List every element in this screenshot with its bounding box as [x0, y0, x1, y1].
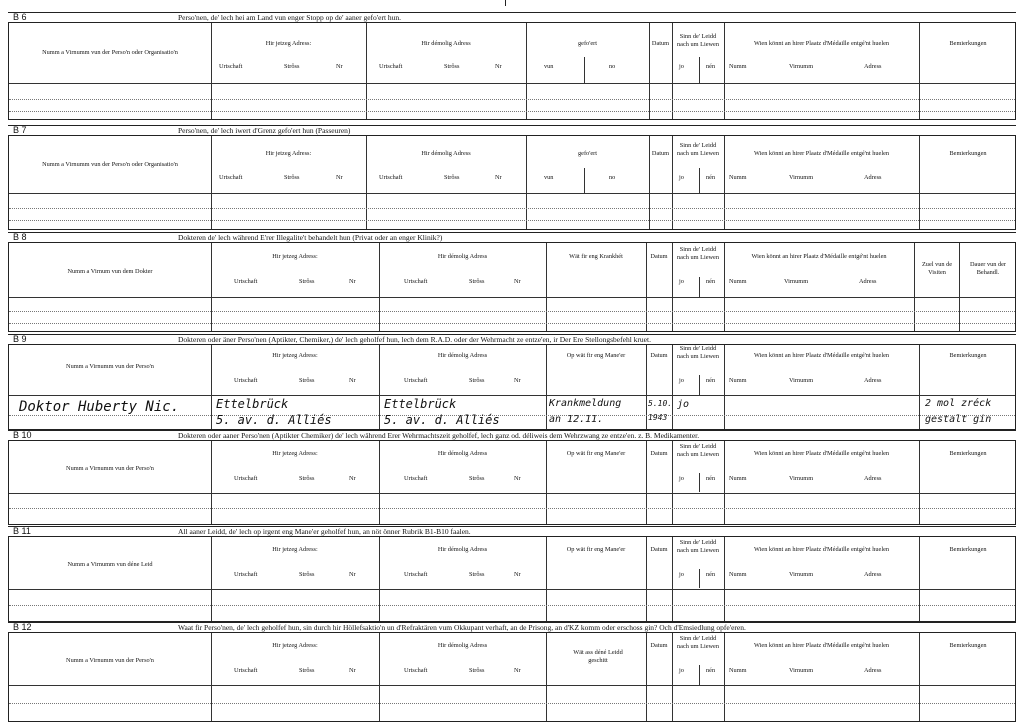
- col-gefoert: gefo'ert: [578, 40, 597, 47]
- col-addr-current: Hir jetzeg Adress:: [272, 642, 318, 649]
- col-vun: vun: [544, 174, 554, 181]
- col-ortschaft: Urtschaft: [234, 377, 258, 384]
- col-ortschaft: Urtschaft: [234, 475, 258, 482]
- col-addr-former: Hir démolig Adress: [437, 450, 488, 457]
- col-addr-former: Hir démolig Adress: [421, 150, 471, 157]
- col-nen: nén: [706, 278, 716, 285]
- hw-date-2: 1943: [648, 413, 668, 422]
- col-ortschaft-2: Urtschaft: [379, 174, 403, 181]
- section-code: B 8: [13, 232, 27, 242]
- section-b11: [8, 526, 1016, 622]
- col-addr-former: Hir démolig Adress: [437, 253, 488, 260]
- col-sinn: Sinn de' Leidd nach um Liewen: [677, 539, 719, 554]
- section-b10: [8, 430, 1016, 525]
- col-addr-former: Hir démolig Adress: [437, 352, 488, 359]
- col-strooss: Strôss: [299, 377, 315, 384]
- col-nr: Nr: [349, 475, 356, 482]
- col-strooss-2: Strôss: [444, 63, 460, 70]
- col-datum: Datum: [650, 450, 668, 457]
- section-table: [8, 632, 1016, 722]
- col-bemierkungen: Bemierkungen: [949, 546, 987, 553]
- col-nr: Nr: [349, 667, 356, 674]
- col-numm: Numm: [729, 278, 747, 285]
- col-nr-2: Nr: [514, 278, 521, 285]
- hw-date-1: 5.10.: [648, 399, 673, 408]
- col-datum: Datum: [650, 642, 668, 649]
- col-bemierkungen: Bemierkungen: [949, 352, 987, 359]
- col-nr-2: Nr: [514, 377, 521, 384]
- col-maneer: Op wät fir eng Mane'er: [566, 546, 626, 553]
- section-title: Dokteren oder aaner Perso'nen (Aptikter Chemiker) de' lech während Erer Wehrmachtszeit geholfef, lech ganz od. déliweis dem Wehrzwang ze entze'en. z. B. Medikamenter.: [178, 431, 700, 440]
- col-sinn: Sinn de' Leidd nach um Liewen: [677, 345, 719, 360]
- col-nr-2: Nr: [495, 174, 502, 181]
- col-zuel-visiten: Zuel vun de Visiten: [921, 261, 953, 276]
- col-addr-current: Hir jetzeg Adress:: [265, 150, 312, 157]
- section-table: [8, 22, 1016, 120]
- col-dauer: Dauer vun der Behandl.: [969, 261, 1007, 276]
- col-name: Numm a Virnumm vun der Perso'n oder Organisatio'n: [42, 161, 178, 168]
- col-name: Numm a Virnumm vun déne Leid: [67, 561, 153, 568]
- col-nen: nén: [706, 571, 716, 578]
- section-code: B 12: [13, 622, 32, 632]
- col-ortschaft-2: Urtschaft: [379, 63, 403, 70]
- col-name: Numm a Virnumm vun der Perso'n: [66, 657, 154, 664]
- section-title: Perso'nen, de' lech iwert d'Grenz gefo'ert hun (Passeuren): [178, 126, 351, 135]
- section-title: Dokteren oder äner Perso'nen (Aptikter, Chemiker,) de' lech geholfef hun, lech dem R.A.D. oder der Wehrmacht ze entze'en, ir Der Ere Stellongsbefehl kruet.: [178, 335, 651, 344]
- hw-current-addr-2: 5. av. d. Alliés: [216, 413, 332, 427]
- col-bemierkungen: Bemierkungen: [949, 642, 987, 649]
- section-table: [8, 344, 1016, 430]
- col-addr-current: Hir jetzeg Adress:: [272, 352, 318, 359]
- col-jo: jo: [679, 667, 684, 674]
- col-addr-former: Hir démolig Adress: [437, 546, 488, 553]
- col-gefoert: gefo'ert: [578, 150, 597, 157]
- section-code: B 7: [13, 125, 27, 135]
- col-strooss: Strôss: [299, 278, 315, 285]
- section-title: Perso'nen, de' lech hei am Land vun enger Stopp op de' aaner gefo'ert hun.: [178, 13, 402, 22]
- section-title: Dokteren de' lech während E'rer Illegalite't behandelt hun (Privat oder an enger Klinik?): [178, 233, 443, 242]
- col-strooss-2: Strôss: [469, 667, 485, 674]
- col-strooss-2: Strôss: [469, 377, 485, 384]
- col-strooss-2: Strôss: [469, 278, 485, 285]
- col-wien: Wien könnt an hirer Plaatz d'Médaille entgé'nt huelen: [753, 150, 890, 157]
- col-nr-2: Nr: [514, 571, 521, 578]
- col-addr-current: Hir jetzeg Adress:: [272, 450, 318, 457]
- col-strooss: Strôss: [284, 174, 300, 181]
- col-numm: Numm: [729, 571, 747, 578]
- col-name: Numm a Virnumm vun der Perso'n oder Organisatio'n: [42, 49, 178, 56]
- col-adress: Adress: [864, 63, 882, 70]
- col-krankheet: Wät fir eng Krankhét: [569, 253, 623, 260]
- col-ortschaft: Urtschaft: [219, 174, 243, 181]
- col-sinn: Sinn de' Leidd nach um Liewen: [677, 246, 719, 261]
- col-addr-current: Hir jetzeg Adress:: [272, 253, 318, 260]
- col-numm: Numm: [729, 377, 747, 384]
- col-addr-former: Hir démolig Adress: [437, 642, 488, 649]
- col-jo: jo: [679, 278, 684, 285]
- col-nen: nén: [706, 377, 716, 384]
- col-sinn: Sinn de' Leidd nach um Liewen: [677, 142, 719, 157]
- col-wien: Wien könnt an hirer Plaatz d'Médaille entgé'nt huelen: [753, 40, 890, 47]
- col-adress: Adress: [864, 475, 882, 482]
- col-maneer: Op wät fir eng Mane'er: [566, 352, 626, 359]
- col-ortschaft-2: Urtschaft: [404, 278, 428, 285]
- col-virnumm: Virnumm: [789, 475, 814, 482]
- col-strooss-2: Strôss: [444, 174, 460, 181]
- col-virnumm: Virnumm: [789, 377, 814, 384]
- col-strooss: Strôss: [284, 63, 300, 70]
- col-numm: Numm: [729, 475, 747, 482]
- section-code: B 9: [13, 334, 27, 344]
- col-nen: nén: [706, 63, 716, 70]
- hw-current-addr-1: Ettelbrück: [216, 397, 289, 411]
- col-wien: Wien könnt an hirer Plaatz d'Médaille entgé'nt huelen: [753, 642, 890, 649]
- section-b8: [8, 232, 1016, 332]
- col-jo: jo: [679, 174, 684, 181]
- col-leidd-geschitt: Wät ass déné Leidd geschitt: [573, 649, 623, 664]
- col-strooss: Strôss: [299, 571, 315, 578]
- col-numm: Numm: [729, 174, 747, 181]
- col-jo: jo: [679, 571, 684, 578]
- col-virnumm: Virnumm: [784, 278, 809, 285]
- col-adress: Adress: [864, 377, 882, 384]
- col-addr-former: Hir démolig Adress: [421, 40, 471, 47]
- section-table: [8, 135, 1016, 230]
- section-b7: [8, 125, 1016, 230]
- col-bemierkungen: Bemierkungen: [949, 40, 987, 47]
- col-sinn: Sinn de' Leidd nach um Liewen: [677, 443, 719, 458]
- section-code: B 6: [13, 12, 27, 22]
- col-name: Numm a Virnumm vun der Perso'n: [66, 465, 154, 472]
- col-virnumm: Virnumm: [789, 667, 814, 674]
- col-ortschaft-2: Urtschaft: [404, 377, 428, 384]
- col-nen: nén: [706, 667, 716, 674]
- col-virnumm: Virnumm: [789, 174, 814, 181]
- section-table: [8, 242, 1016, 332]
- col-bemierkungen: Bemierkungen: [949, 150, 987, 157]
- col-name: Numm a Virnumm vun der Perso'n: [66, 363, 154, 370]
- col-datum: Datum: [650, 253, 668, 260]
- col-no: no: [609, 174, 616, 181]
- col-datum: Datum: [651, 40, 670, 47]
- col-name: Numm a Virnum vun dem Dokter: [67, 268, 153, 275]
- col-virnumm: Virnumm: [789, 63, 814, 70]
- col-strooss-2: Strôss: [469, 475, 485, 482]
- col-nen: nén: [706, 174, 716, 181]
- col-ortschaft: Urtschaft: [234, 667, 258, 674]
- section-table: [8, 536, 1016, 622]
- col-addr-current: Hir jetzeg Adress:: [265, 40, 312, 47]
- col-jo: jo: [679, 63, 684, 70]
- col-virnumm: Virnumm: [789, 571, 814, 578]
- hw-remark-2: gestalt gin: [925, 414, 992, 425]
- section-b6: [8, 12, 1016, 120]
- col-nr: Nr: [349, 571, 356, 578]
- hw-manner-2: an 12.11.: [549, 414, 604, 425]
- hw-manner-1: Krankmeldung: [549, 398, 622, 409]
- col-wien: Wien könnt an hirer Plaatz d'Médaille entgé'nt huelen: [753, 352, 890, 359]
- hw-alive: jo: [677, 399, 690, 410]
- col-sinn: Sinn de' Leidd nach um Liewen: [677, 635, 719, 650]
- col-nr-2: Nr: [514, 475, 521, 482]
- col-ortschaft-2: Urtschaft: [404, 571, 428, 578]
- col-maneer: Op wät fir eng Mane'er: [566, 450, 626, 457]
- col-jo: jo: [679, 377, 684, 384]
- col-datum: Datum: [650, 352, 668, 359]
- col-strooss: Strôss: [299, 667, 315, 674]
- hw-former-addr-1: Ettelbrück: [384, 397, 457, 411]
- col-ortschaft: Urtschaft: [234, 571, 258, 578]
- hw-former-addr-2: 5. av. d. Alliés: [384, 413, 500, 427]
- col-bemierkungen: Bemierkungen: [949, 450, 987, 457]
- col-numm: Numm: [729, 667, 747, 674]
- col-adress: Adress: [864, 571, 882, 578]
- col-nr-2: Nr: [514, 667, 521, 674]
- col-wien: Wien könnt an hirer Plaatz d'Médaille entgé'nt huelen: [753, 546, 890, 553]
- col-addr-current: Hir jetzeg Adress:: [272, 546, 318, 553]
- col-ortschaft-2: Urtschaft: [404, 667, 428, 674]
- section-title: Waat fir Perso'nen, de' lech geholfef hun, sin durch hir Höllefsaktio'n un d'Refraktären vum Okkupant verhaft, an de Prisong, an d'KZ komm oder erschoss gin? Och d'Emsiedlung opfe'eren.: [178, 623, 746, 632]
- section-code: B 11: [13, 526, 31, 536]
- col-nr: Nr: [349, 377, 356, 384]
- col-adress: Adress: [864, 667, 882, 674]
- col-strooss: Strôss: [299, 475, 315, 482]
- col-datum: Datum: [651, 150, 670, 157]
- col-datum: Datum: [650, 546, 668, 553]
- hw-remark-1: 2 mol zréck: [925, 398, 992, 409]
- section-b9: [8, 334, 1016, 430]
- col-wien: Wien könnt an hirer Plaatz d'Médaille entgé'nt huelen: [753, 450, 890, 457]
- hw-name: Doktor Huberty Nic.: [19, 399, 180, 415]
- col-adress: Adress: [859, 278, 877, 285]
- section-title: All aaner Leidd, de' lech op irgent eng Mane'er geholfef hun, an nöt önner Rubrik B1-B10 faalen.: [178, 527, 471, 536]
- col-vun: vun: [544, 63, 554, 70]
- col-nr: Nr: [349, 278, 356, 285]
- col-nen: nén: [706, 475, 716, 482]
- col-adress: Adress: [864, 174, 882, 181]
- col-ortschaft-2: Urtschaft: [404, 475, 428, 482]
- col-wien: Wien könnt an hirer Plaatz d'Médaille entgé'nt huelen: [751, 253, 887, 260]
- col-strooss-2: Strôss: [469, 571, 485, 578]
- col-nr: Nr: [336, 63, 343, 70]
- col-ortschaft: Urtschaft: [234, 278, 258, 285]
- page-mark: [505, 0, 506, 6]
- col-nr-2: Nr: [495, 63, 502, 70]
- col-jo: jo: [679, 475, 684, 482]
- col-nr: Nr: [336, 174, 343, 181]
- section-code: B 10: [13, 430, 32, 440]
- section-b12: [8, 622, 1016, 722]
- col-numm: Numm: [729, 63, 747, 70]
- col-no: no: [609, 63, 616, 70]
- col-sinn: Sinn de' Leidd nach um Liewen: [677, 33, 719, 48]
- col-ortschaft: Urtschaft: [219, 63, 243, 70]
- section-table: [8, 440, 1016, 525]
